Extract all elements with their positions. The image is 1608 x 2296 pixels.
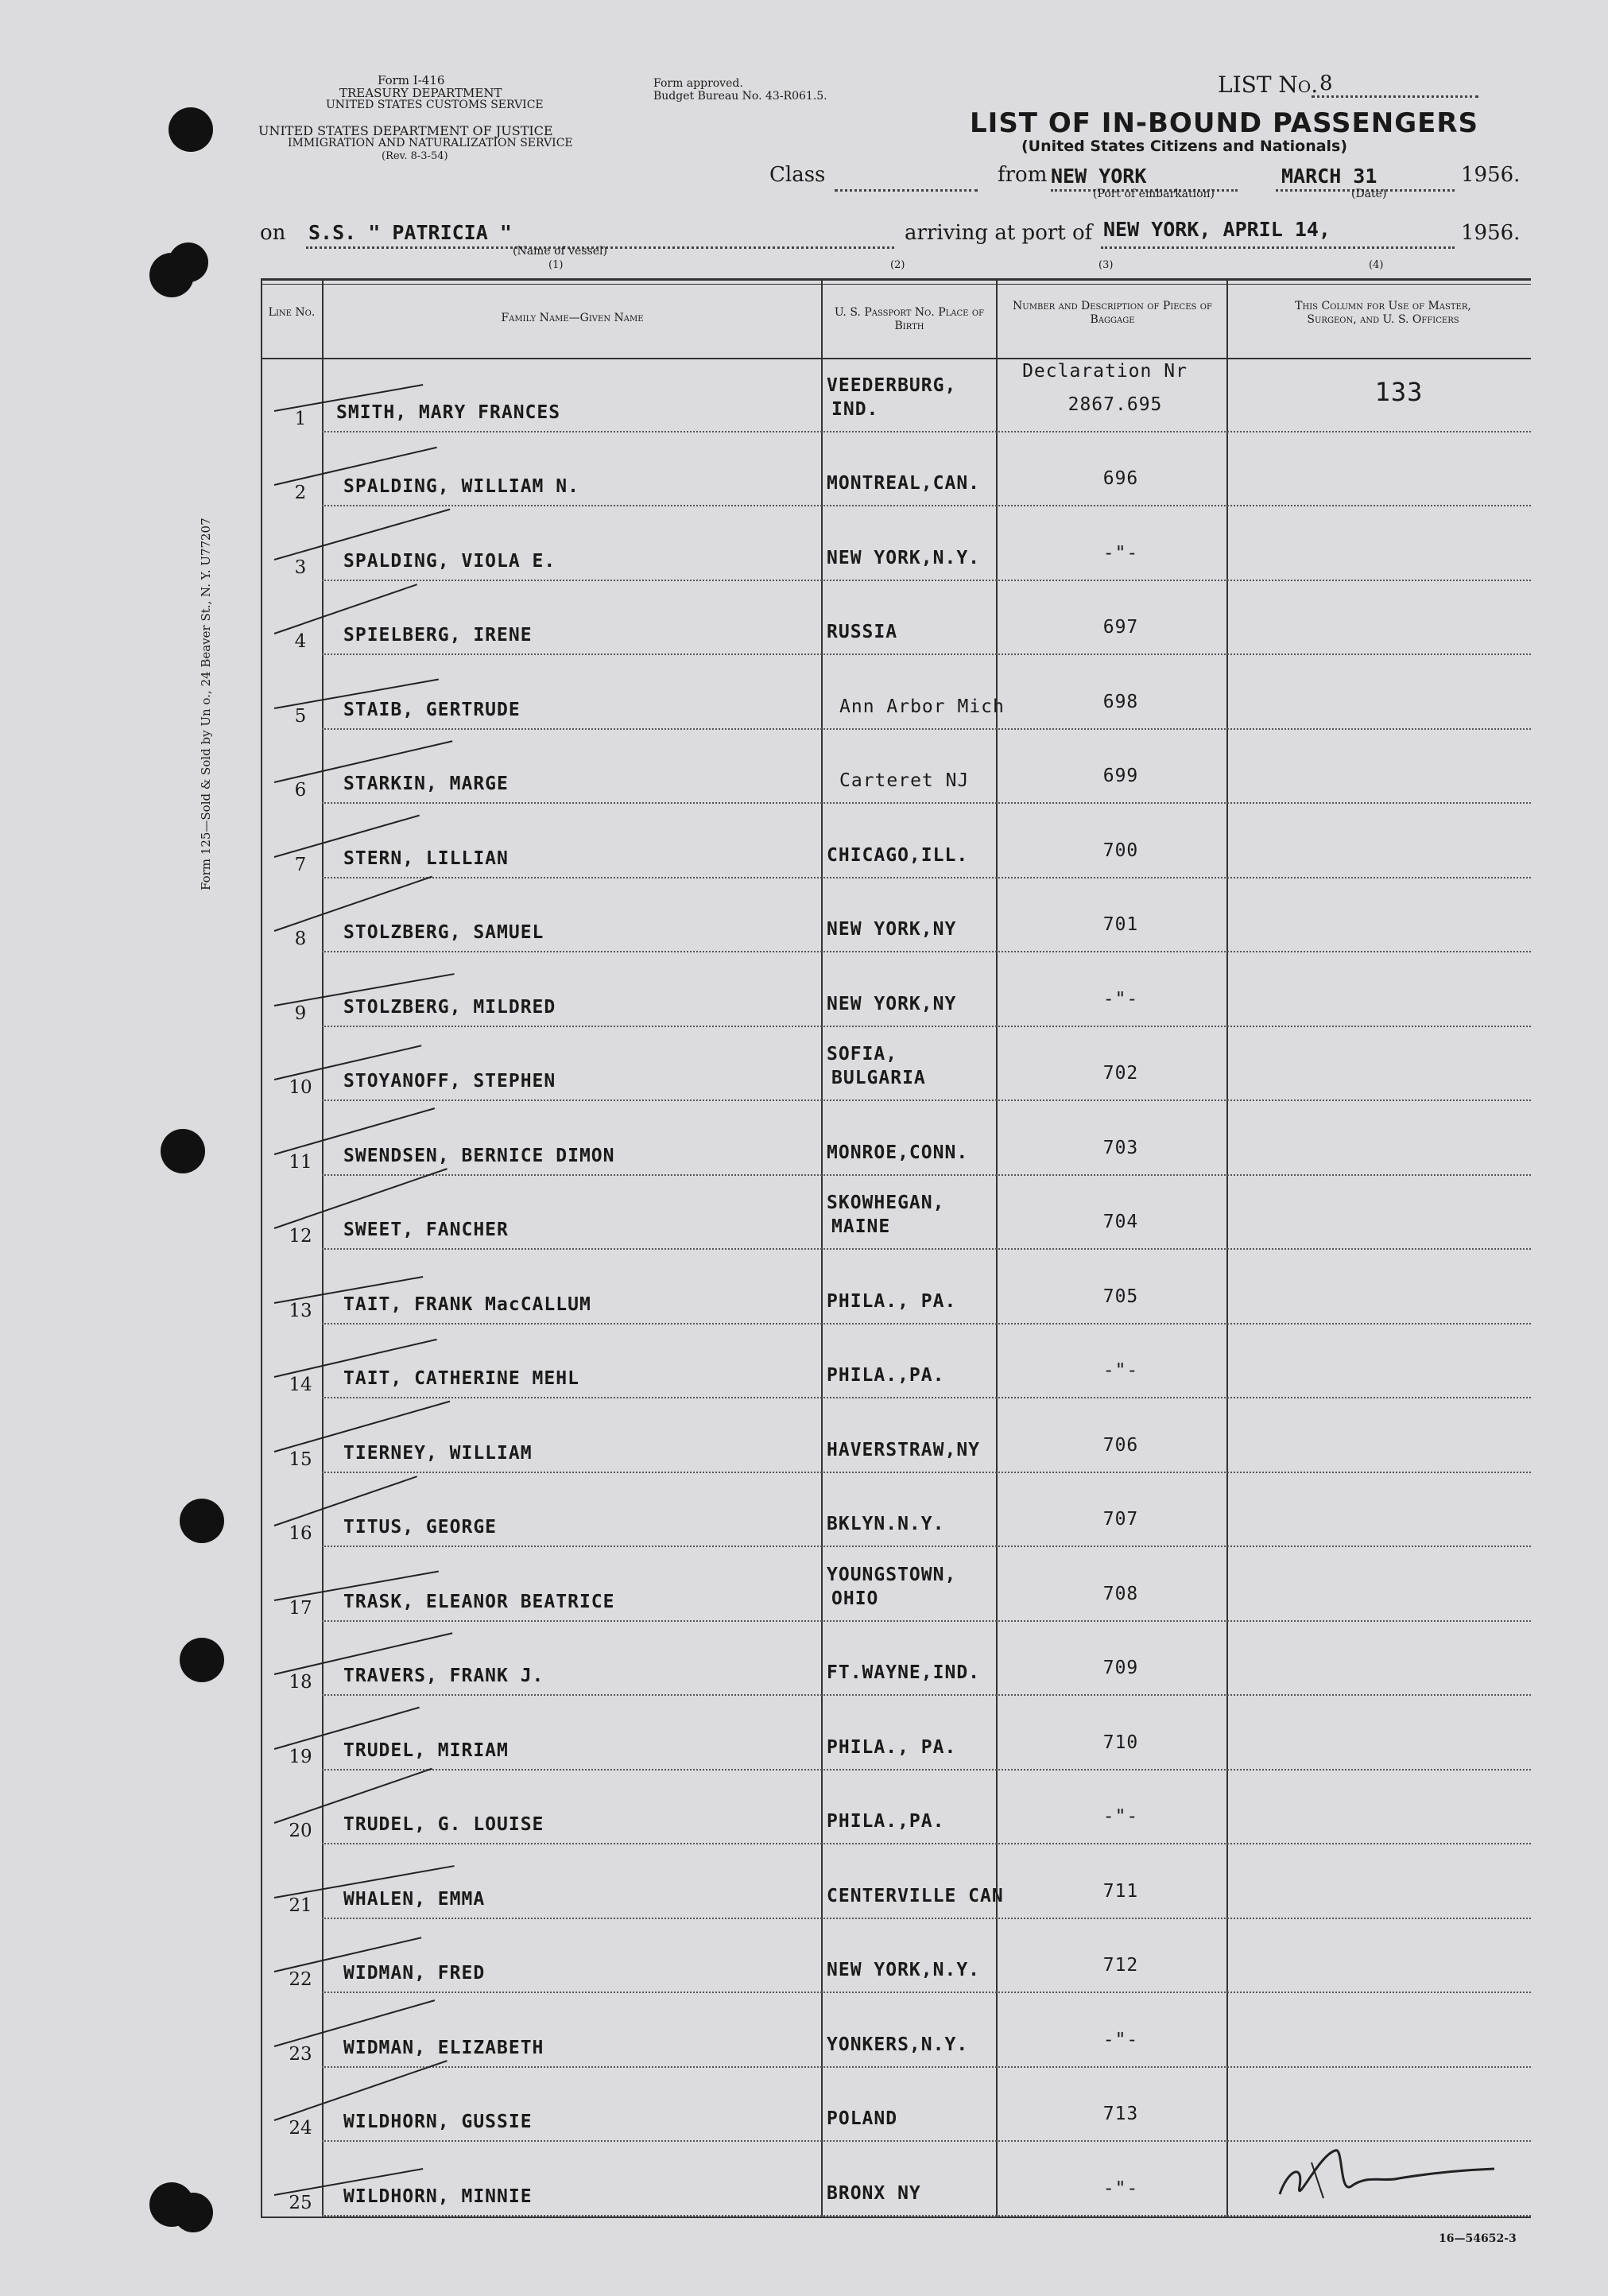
place-of-birth: RUSSIA: [827, 622, 898, 642]
row-separator: [322, 505, 1531, 506]
form-approved: Form approved.: [653, 77, 743, 90]
row-separator: [322, 1323, 1531, 1324]
line-number: 2: [294, 483, 307, 503]
list-number-value: 8: [1319, 72, 1333, 95]
place-of-birth: SOFIA,: [827, 1044, 898, 1065]
line-number: 22: [289, 1969, 312, 1990]
line-number: 20: [289, 1821, 312, 1841]
place-of-birth: Ann Arbor Mich: [839, 696, 1005, 717]
baggage-entry: 697: [1102, 617, 1139, 638]
line-number: 7: [294, 854, 307, 875]
col-header-passport: U. S. Passport No. Place of Birth: [834, 306, 985, 332]
baggage-entry: Declaration Nr: [1022, 360, 1188, 382]
place-of-birth: VEEDERBURG,: [827, 374, 957, 396]
dept-justice: UNITED STATES DEPARTMENT OF JUSTICE: [258, 123, 553, 138]
line-number: 15: [289, 1449, 312, 1470]
row-separator: [322, 1992, 1531, 1993]
caption-1: (1): [548, 259, 564, 271]
passenger-name: WIDMAN, ELIZABETH: [343, 2037, 544, 2058]
baggage-entry: 698: [1102, 691, 1139, 712]
passenger-name: TRUDEL, MIRIAM: [343, 1739, 509, 1761]
col-header-baggage: Number and Description of Pieces of Baggage: [1013, 300, 1212, 326]
row-separator: [322, 431, 1531, 432]
line-number: 1: [294, 408, 307, 429]
row-separator: [322, 654, 1531, 655]
row-separator: [322, 1248, 1531, 1250]
line-number: 5: [294, 705, 307, 727]
place-of-birth: BKLYN.N.Y.: [827, 1514, 945, 1534]
line-number: 23: [289, 2043, 312, 2065]
binder-hole: [180, 1638, 224, 1682]
line-number: 16: [289, 1523, 312, 1544]
place-of-birth: PHILA.,PA.: [827, 1811, 945, 1832]
place-of-birth: NEW YORK,NY: [827, 993, 957, 1014]
row-separator: [322, 877, 1531, 878]
place-of-birth: PHILA., PA.: [827, 1290, 957, 1312]
vessel-caption: (Name of vessel): [513, 245, 607, 258]
vessel-name: S.S. " PATRICIA ": [308, 221, 512, 244]
passenger-name: TIERNEY, WILLIAM: [343, 1442, 533, 1464]
baggage-entry: 708: [1102, 1583, 1139, 1604]
row-separator: [322, 1620, 1531, 1622]
passenger-name: SPALDING, VIOLA E.: [343, 550, 556, 572]
row-separator: [322, 2215, 1531, 2216]
baggage-entry: -"-: [1102, 2178, 1139, 2199]
baggage-entry: 701: [1102, 914, 1139, 935]
caption-2: (2): [890, 259, 905, 271]
passenger-name: SPIELBERG, IRENE: [343, 625, 533, 646]
passenger-name: STAIB, GERTRUDE: [343, 699, 521, 720]
baggage-entry: 696: [1102, 468, 1139, 489]
row-separator: [322, 580, 1531, 581]
place-of-birth: NEW YORK,N.Y.: [827, 1960, 981, 1980]
footer-code: 16—54652-3: [1439, 2232, 1517, 2245]
baggage-entry: 710: [1102, 1732, 1139, 1753]
on-label: on: [260, 221, 286, 245]
col-header-line-no: Line No.: [268, 306, 316, 319]
year-1: 1956.: [1461, 163, 1521, 187]
arrival-port-date: NEW YORK, APRIL 14,: [1103, 218, 1331, 241]
row-separator: [322, 2066, 1531, 2068]
line-number: 24: [289, 2118, 312, 2139]
binder-hole: [161, 1129, 205, 1173]
line-number: 21: [289, 1895, 312, 1916]
passenger-name: STARKIN, MARGE: [343, 774, 509, 794]
line-number: 18: [289, 1672, 312, 1693]
row-separator: [322, 1546, 1531, 1547]
line-number: 13: [289, 1300, 312, 1321]
place-of-birth: MONTREAL,CAN.: [827, 473, 981, 494]
dept-customs: UNITED STATES CUSTOMS SERVICE: [326, 99, 544, 111]
row-separator: [322, 1174, 1531, 1176]
dept-treasury: TREASURY DEPARTMENT: [339, 86, 502, 100]
baggage-entry: -"-: [1102, 1806, 1139, 1827]
port-of-embarkation: NEW YORK: [1051, 165, 1147, 188]
col-header-officers: This Column for Use of Master, Surgeon, and U. S. Officers: [1295, 300, 1471, 326]
place-of-birth: MONROE,CONN.: [827, 1142, 969, 1163]
binder-hole: [169, 107, 213, 152]
place-of-birth: PHILA., PA.: [827, 1736, 957, 1758]
document-subtitle: (United States Citizens and Nationals): [1021, 138, 1348, 155]
row-separator: [322, 1918, 1531, 1919]
baggage-entry: 704: [1102, 1212, 1139, 1232]
passenger-name: TITUS, GEORGE: [343, 1517, 498, 1538]
passenger-name: SMITH, MARY FRANCES: [336, 401, 561, 423]
line-number: 25: [289, 2192, 312, 2213]
caption-3: (3): [1098, 259, 1114, 271]
line-number: 17: [289, 1597, 312, 1619]
passenger-name: STERN, LILLIAN: [343, 847, 509, 869]
place-of-birth: SKOWHEGAN,: [827, 1193, 945, 1213]
passenger-name: TAIT, CATHERINE MEHL: [343, 1368, 579, 1389]
place-of-birth-line-2: BULGARIA: [831, 1068, 926, 1088]
from-label: from: [998, 163, 1048, 187]
passenger-name: WIDMAN, FRED: [343, 1963, 486, 1984]
place-of-birth: YOUNGSTOWN,: [827, 1564, 957, 1585]
line-number: 10: [289, 1077, 312, 1098]
budget-bureau: Budget Bureau No. 43-R061.5.: [653, 90, 827, 103]
passenger-name: SPALDING, WILLIAM N.: [343, 476, 579, 497]
passenger-name: TRAVERS, FRANK J.: [343, 1666, 544, 1686]
baggage-entry: 706: [1102, 1434, 1139, 1456]
place-of-birth-line-2: MAINE: [831, 1216, 891, 1237]
row-separator: [322, 802, 1531, 804]
baggage-entry: 712: [1102, 1955, 1139, 1976]
passenger-name: TRUDEL, G. LOUISE: [343, 1814, 544, 1835]
baggage-entry: -"-: [1102, 988, 1139, 1010]
side-printer-text: Form 125—Sold & Sold by Un o., 24 Beaver St., N. Y. U77207: [199, 518, 213, 890]
binder-hole: [173, 2193, 213, 2232]
baggage-entry: -"-: [1102, 542, 1139, 564]
passenger-name: STOLZBERG, SAMUEL: [343, 922, 544, 943]
line-number: 11: [289, 1151, 312, 1173]
date-caption: (Date): [1351, 188, 1387, 200]
passenger-name: TAIT, FRANK MacCALLUM: [343, 1293, 591, 1315]
baggage-entry: 711: [1102, 1880, 1139, 1902]
caption-4: (4): [1369, 259, 1384, 271]
row-separator: [322, 1843, 1531, 1844]
place-of-birth: FT.WAYNE,IND.: [827, 1662, 981, 1683]
row-separator: [322, 1769, 1531, 1770]
passenger-name: TRASK, ELEANOR BEATRICE: [343, 1591, 615, 1612]
embark-date: MARCH 31: [1281, 165, 1377, 188]
baggage-entry: 703: [1102, 1137, 1139, 1158]
baggage-entry: 705: [1102, 1286, 1139, 1307]
baggage-entry: 713: [1102, 2104, 1139, 2124]
row-separator: [322, 951, 1531, 952]
col-header-name: Family Name—Given Name: [501, 312, 644, 324]
line-number: 3: [294, 557, 307, 578]
row-separator: [322, 1472, 1531, 1473]
passenger-name: WILDHORN, GUSSIE: [343, 2112, 533, 2132]
list-number-label: LIST No.: [1218, 72, 1319, 98]
place-of-birth: Carteret NJ: [839, 770, 970, 791]
passenger-name: SWENDSEN, BERNICE DIMON: [343, 1145, 615, 1166]
arriving-label: arriving at port of: [905, 221, 1093, 245]
binder-hole: [180, 1499, 224, 1543]
baggage-entry: 699: [1102, 766, 1139, 786]
place-of-birth: YONKERS,N.Y.: [827, 2034, 969, 2055]
line-number: 9: [294, 1003, 307, 1024]
baggage-entry: 709: [1102, 1658, 1139, 1678]
line-number: 19: [289, 1746, 312, 1767]
row-separator: [322, 1100, 1531, 1101]
passenger-name: WHALEN, EMMA: [343, 1888, 486, 1910]
line-number: 4: [294, 631, 307, 652]
line-number: 6: [294, 780, 307, 801]
officer-notation: 133: [1374, 376, 1424, 407]
baggage-entry: -"-: [1102, 2029, 1139, 2050]
place-of-birth-line-2: IND.: [831, 398, 879, 420]
place-of-birth: NEW YORK,N.Y.: [827, 547, 981, 568]
passenger-name: SWEET, FANCHER: [343, 1220, 509, 1240]
passenger-name: WILDHORN, MINNIE: [343, 2185, 533, 2207]
row-separator: [322, 1026, 1531, 1027]
baggage-entry-line-2: 2867.695: [1067, 394, 1163, 415]
place-of-birth: PHILA.,PA.: [827, 1365, 945, 1386]
port-embark-caption: (Port of embarkation): [1093, 188, 1215, 200]
row-separator: [322, 1397, 1531, 1398]
line-number: 8: [294, 929, 307, 949]
year-2: 1956.: [1461, 221, 1521, 245]
document-title: LIST OF IN-BOUND PASSENGERS: [970, 107, 1478, 139]
form-revision: (Rev. 8-3-54): [382, 150, 448, 162]
place-of-birth: CENTERVILLE CAN: [827, 1885, 1004, 1906]
binder-hole: [169, 242, 208, 282]
baggage-entry: 702: [1102, 1063, 1139, 1084]
form-number: Form I-416: [378, 73, 445, 87]
place-of-birth: POLAND: [827, 2108, 898, 2129]
passenger-name: STOYANOFF, STEPHEN: [343, 1071, 556, 1092]
place-of-birth-line-2: OHIO: [831, 1588, 879, 1609]
place-of-birth: NEW YORK,NY: [827, 919, 957, 940]
passenger-name: STOLZBERG, MILDRED: [343, 996, 556, 1018]
dept-immigration: IMMIGRATION AND NATURALIZATION SERVICE: [288, 137, 573, 149]
signature: [1264, 2139, 1550, 2210]
row-separator: [322, 1694, 1531, 1696]
baggage-entry: 707: [1102, 1509, 1139, 1530]
place-of-birth: BRONX NY: [827, 2182, 921, 2204]
class-label: Class: [769, 163, 826, 187]
place-of-birth: CHICAGO,ILL.: [827, 844, 969, 866]
baggage-entry: 700: [1102, 840, 1139, 861]
line-number: 14: [289, 1375, 312, 1395]
line-number: 12: [289, 1226, 312, 1247]
row-separator: [322, 728, 1531, 730]
place-of-birth: HAVERSTRAW,NY: [827, 1439, 981, 1460]
baggage-entry: -"-: [1102, 1360, 1139, 1381]
